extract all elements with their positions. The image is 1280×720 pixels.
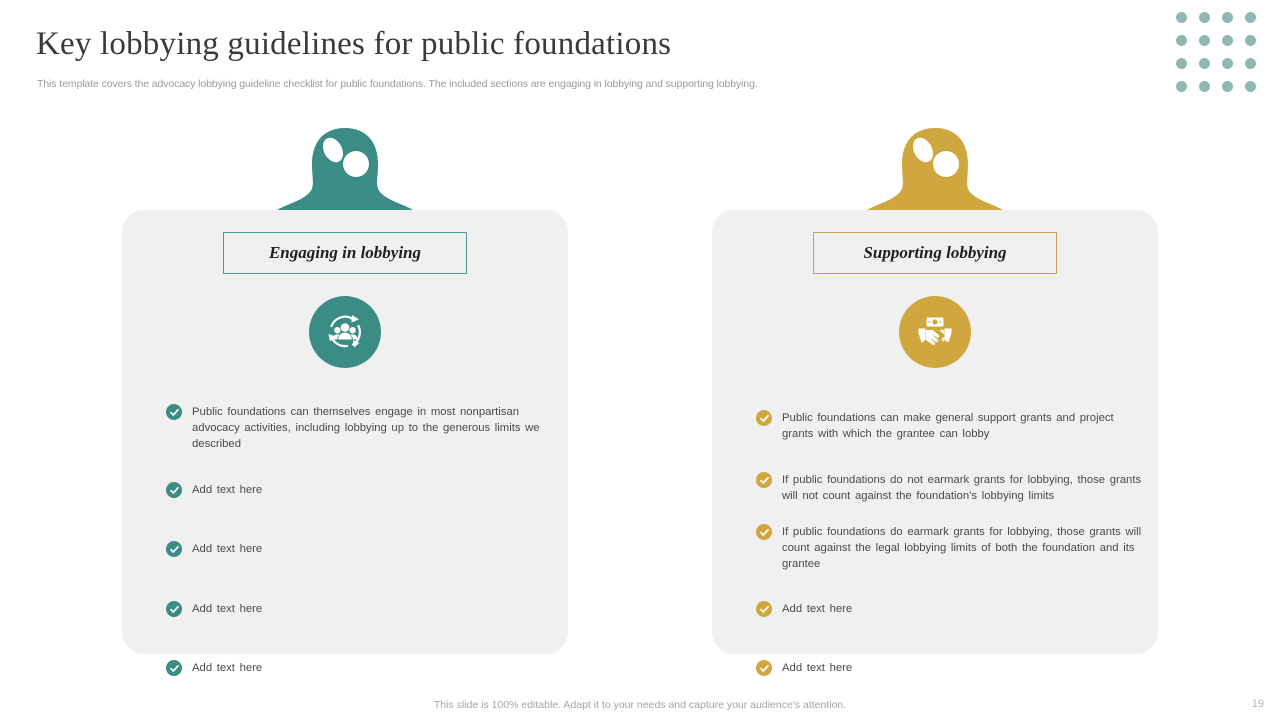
check-circle-icon (756, 472, 772, 488)
section-title-supporting: Supporting lobbying (863, 243, 1007, 262)
check-circle-icon (166, 404, 182, 420)
list-item-text: Add text here (782, 603, 853, 615)
column-supporting-lobbying (712, 128, 1158, 674)
section-title-box-supporting (813, 232, 1057, 274)
list-item[interactable] (166, 541, 558, 557)
column-engaging-in-lobbying (122, 128, 568, 674)
check-circle-icon (166, 601, 182, 617)
check-circle-icon (756, 524, 772, 540)
list-item-text: If public foundations do earmark grants for lobbying, those grants will count against the legal lobbying limits of both the foundation and its grantee (782, 526, 1142, 570)
list-item-text: Add text here (192, 662, 263, 674)
people-cycle-icon (309, 296, 381, 368)
list-item[interactable] (756, 601, 1148, 617)
list-item[interactable] (166, 601, 558, 617)
list-item-text: Add text here (192, 484, 263, 496)
check-circle-icon (756, 410, 772, 426)
page-subtitle: This template covers the advocacy lobbying guideline checklist for public foundations. The included sections are engaging in lobbying and supporting lobbying. (37, 78, 758, 90)
clipboard-clip-shape (265, 128, 425, 216)
list-item-text: Public foundations can themselves engage in most nonpartisan advocacy activities, including lobbying up to the generous limits we described (192, 406, 540, 450)
check-circle-icon (756, 660, 772, 676)
card-engaging-in-lobbying (122, 210, 568, 674)
list-item-text: Add text here (782, 662, 853, 674)
list-item[interactable] (756, 410, 1148, 442)
check-circle-icon (756, 601, 772, 617)
list-item[interactable] (166, 404, 558, 452)
section-title-box-engaging (223, 232, 467, 274)
list-item-text: If public foundations do not earmark grants for lobbying, those grants will not count against the foundation’s lobbying limits (782, 474, 1142, 502)
card-supporting-lobbying (712, 210, 1158, 674)
footer-note: This slide is 100% editable. Adapt it to your needs and capture your audience's attention. (433, 699, 847, 711)
check-circle-icon (166, 482, 182, 498)
page-title: Key lobbying guidelines for public foundations (36, 26, 672, 62)
check-circle-icon (166, 541, 182, 557)
list-item-text: Add text here (192, 543, 263, 555)
list-item[interactable] (756, 472, 1148, 504)
list-item-text: Add text here (192, 603, 263, 615)
check-circle-icon (166, 660, 182, 676)
section-title-engaging: Engaging in lobbying (268, 243, 422, 262)
list-item[interactable] (756, 524, 1148, 572)
list-item[interactable] (756, 660, 1148, 676)
handshake-money-icon (899, 296, 971, 368)
list-item[interactable] (166, 482, 558, 498)
clipboard-clip-shape (855, 128, 1015, 216)
page-number: 19 (1251, 698, 1264, 710)
list-item-text: Public foundations can make general support grants and project grants with which the grantee can lobby (782, 412, 1114, 440)
list-item[interactable] (166, 660, 558, 676)
